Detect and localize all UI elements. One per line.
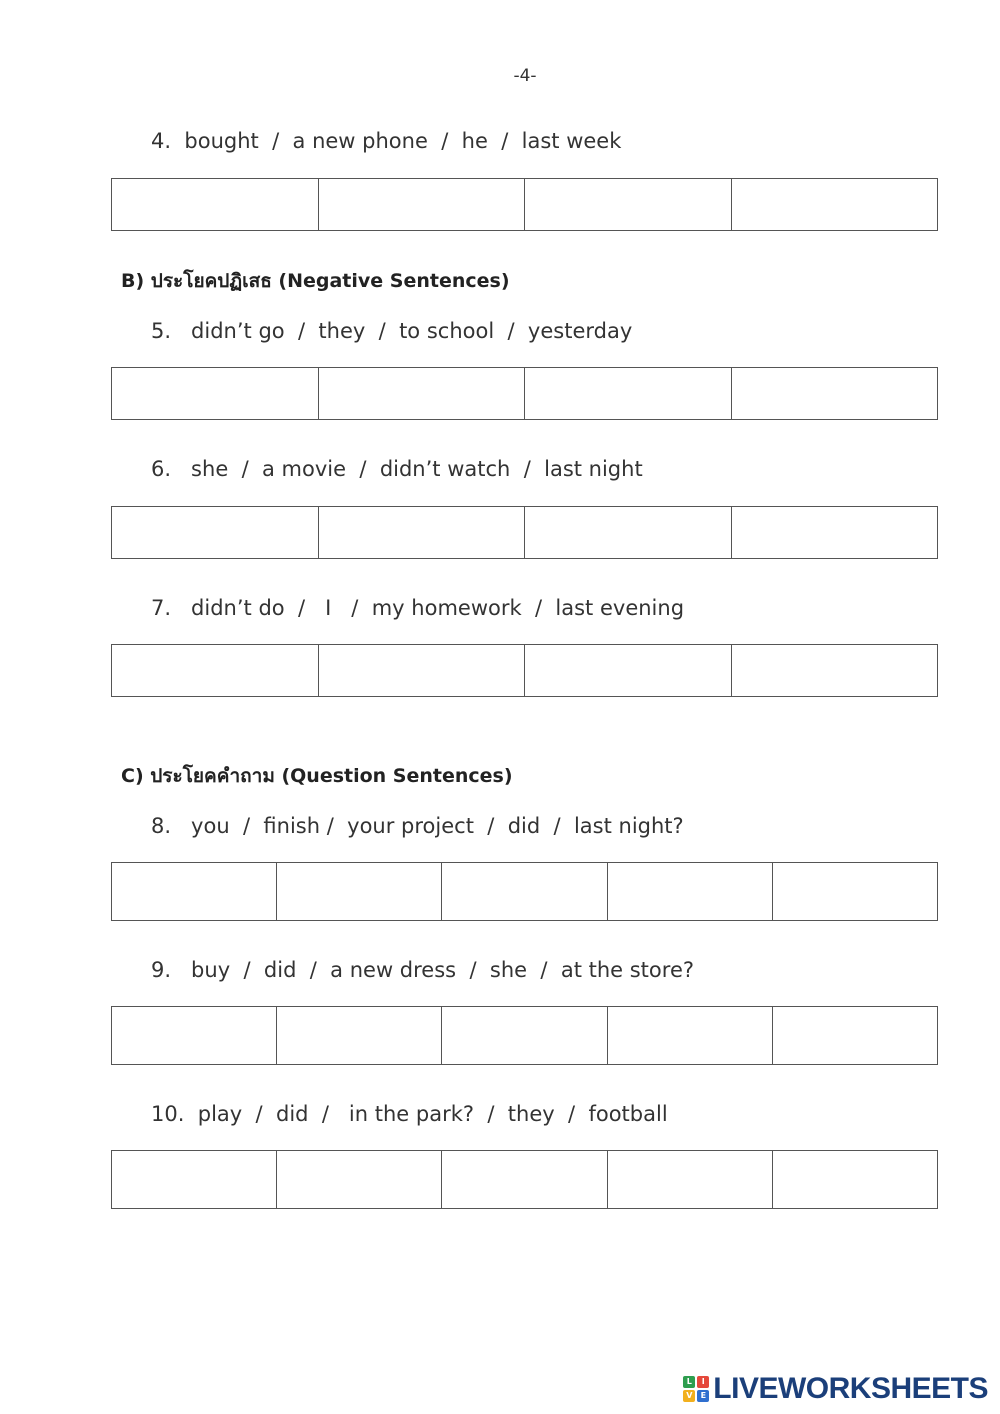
answer-box[interactable] xyxy=(277,863,442,920)
answer-box[interactable] xyxy=(112,507,319,558)
item-10-prompt: 10. play / did / in the park? / they / football xyxy=(151,1102,668,1126)
item-9-prompt: 9. buy / did / a new dress / she / at the store? xyxy=(151,958,695,982)
item-5-prompt: 5. didn’t go / they / to school / yesterday xyxy=(151,319,633,343)
answer-box[interactable] xyxy=(525,368,732,419)
answer-box[interactable] xyxy=(773,1007,937,1064)
answer-box[interactable] xyxy=(319,645,526,696)
answer-box[interactable] xyxy=(732,179,938,230)
logo-mark-tile: V xyxy=(683,1390,695,1402)
answer-box[interactable] xyxy=(319,368,526,419)
item-4-answer-boxes xyxy=(111,178,938,231)
item-7-answer-boxes xyxy=(111,644,938,697)
answer-box[interactable] xyxy=(112,863,277,920)
item-6-prompt: 6. she / a movie / didn’t watch / last night xyxy=(151,457,643,481)
item-5-answer-boxes xyxy=(111,367,938,420)
item-7-prompt: 7. didn’t do / I / my homework / last evening xyxy=(151,596,685,620)
liveworksheets-logo[interactable] xyxy=(683,1372,988,1406)
section-b-heading: B) ประโยคปฏิเสธ (Negative Sentences) xyxy=(121,270,510,292)
item-10-answer-boxes xyxy=(111,1150,938,1209)
answer-box[interactable] xyxy=(442,1007,607,1064)
page-number: -4- xyxy=(513,66,537,86)
logo-mark-tile: E xyxy=(697,1390,709,1402)
item-8-answer-boxes xyxy=(111,862,938,921)
item-6-answer-boxes xyxy=(111,506,938,559)
answer-box[interactable] xyxy=(608,863,773,920)
answer-box[interactable] xyxy=(773,1151,937,1208)
logo-text: LIVEWORKSHEETS xyxy=(713,1372,988,1405)
logo-mark-icon xyxy=(683,1376,709,1402)
answer-box[interactable] xyxy=(442,863,607,920)
answer-box[interactable] xyxy=(112,1007,277,1064)
answer-box[interactable] xyxy=(112,179,319,230)
answer-box[interactable] xyxy=(525,645,732,696)
answer-box[interactable] xyxy=(112,1151,277,1208)
answer-box[interactable] xyxy=(732,645,938,696)
answer-box[interactable] xyxy=(525,507,732,558)
answer-box[interactable] xyxy=(525,179,732,230)
item-9-answer-boxes xyxy=(111,1006,938,1065)
answer-box[interactable] xyxy=(732,368,938,419)
answer-box[interactable] xyxy=(732,507,938,558)
answer-box[interactable] xyxy=(319,507,526,558)
answer-box[interactable] xyxy=(442,1151,607,1208)
answer-box[interactable] xyxy=(319,179,526,230)
answer-box[interactable] xyxy=(608,1151,773,1208)
section-c-heading: C) ประโยคคำถาม (Question Sentences) xyxy=(121,765,513,787)
answer-box[interactable] xyxy=(277,1007,442,1064)
answer-box[interactable] xyxy=(112,368,319,419)
answer-box[interactable] xyxy=(112,645,319,696)
item-8-prompt: 8. you / finish / your project / did / last night? xyxy=(151,814,684,838)
logo-mark-tile: I xyxy=(697,1376,709,1388)
logo-mark-tile: L xyxy=(683,1376,695,1388)
item-4-prompt: 4. bought / a new phone / he / last week xyxy=(151,129,622,153)
answer-box[interactable] xyxy=(608,1007,773,1064)
answer-box[interactable] xyxy=(773,863,937,920)
answer-box[interactable] xyxy=(277,1151,442,1208)
